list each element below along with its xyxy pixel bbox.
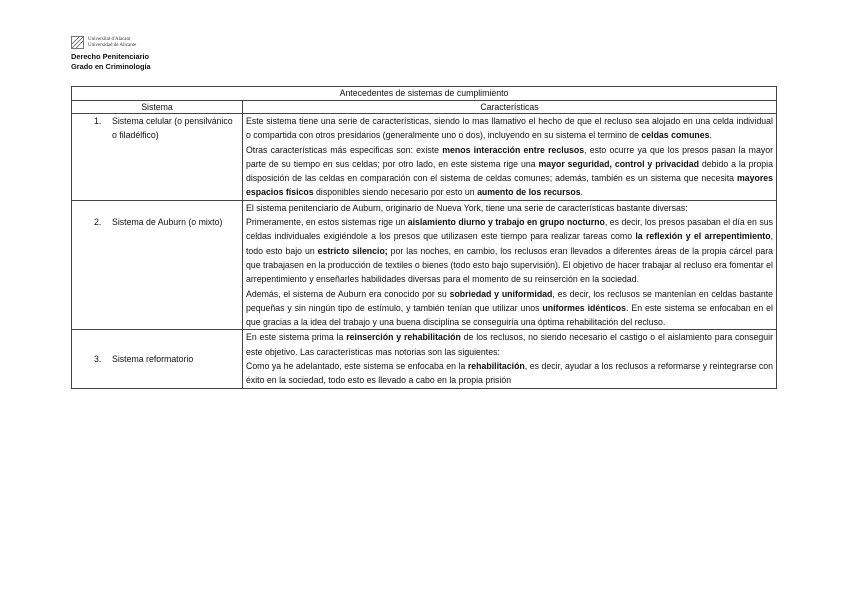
system-name: Sistema reformatorio: [112, 353, 194, 364]
system-cell: [72, 330, 243, 388]
table-title: Antecedentes de sistemas de cumplimiento: [72, 87, 777, 101]
text-run: , todo esto bajo un: [246, 231, 774, 256]
paragraph: [246, 359, 773, 388]
bold-text: menos interacción entre reclusos: [442, 144, 585, 155]
system-number: 3.: [94, 353, 102, 364]
paragraph: [246, 143, 773, 200]
text-run: por las noches, en cambio, los reclusos eran llevados a diferentes áreas de la propia cárcel para que trabajasen en la producción de textiles o bienes (todo esto bajo supervisión). El objetivo de hacer trabajar al recluso era fomentar el arrepentimiento y enseñarles habilidades diversas para el momento de su reinserción en la sociedad.: [246, 245, 773, 285]
bold-text: rehabilitación: [467, 361, 525, 372]
university-crest-icon: [71, 36, 84, 49]
text-run: , es decir, los presos pasaban el día en sus celdas individuales exigiéndole a los presos que utilizasen este tiempo para realizar tareas como: [246, 217, 773, 242]
text-run: , esto ocurre ya que los presos pasan la mayor parte de su tiempo en sus celdas; por otro lado, en este sistema rige una: [246, 144, 773, 169]
text-run: Como ya he adelantado, este sistema se enfocaba en la: [246, 361, 468, 372]
text-run: Otras características más especificas son: existe: [246, 144, 443, 155]
course-title: Derecho Penitenciario: [71, 52, 150, 61]
bold-text: aumento de los recursos: [477, 187, 581, 198]
text-run: .: [580, 187, 584, 198]
paragraph: [246, 201, 773, 215]
paragraph: [246, 114, 773, 143]
bold-text: estricto silencio;: [317, 245, 388, 256]
bold-text: mayores espacios físicos: [246, 173, 773, 198]
document-header: [71, 36, 151, 72]
characteristics-cell: [243, 330, 777, 388]
text-run: Este sistema tiene una serie de características, siendo lo mas llamativo el hecho de que el recluso sea alojado en una celda individual o compartida con otros presidarios (generalmente uno o dos), incluyendo en su sistema el termino de: [246, 116, 773, 141]
table-row: [72, 200, 777, 330]
column-header-sistema: Sistema: [72, 100, 243, 114]
text-run: Además, el sistema de Auburn era conocido por su: [246, 288, 450, 299]
system-cell: [72, 114, 243, 201]
paragraph: [246, 215, 773, 286]
table-row: [72, 114, 777, 201]
text-run: , es decir, ayudar a los reclusos a reformarse y reintegrarse con éxito en la sociedad, todo esto es llevado a cabo en la propia prisión: [246, 361, 773, 386]
bold-text: mayor seguridad, control y privacidad: [538, 158, 699, 169]
university-logo: [71, 36, 151, 49]
degree-title: Grado en Criminología: [71, 62, 151, 71]
bold-text: reinserción y rehabilitación: [346, 332, 461, 343]
system-number: 2.: [94, 216, 102, 227]
system-cell: [72, 200, 243, 330]
university-name-line-2: Universidad de Alicante: [88, 42, 137, 48]
text-run: En este sistema prima la: [246, 332, 347, 343]
characteristics-cell: [243, 200, 777, 330]
column-header-caracteristicas: Características: [243, 100, 777, 114]
text-run: .: [709, 130, 712, 141]
system-name: Sistema celular (o pensilvánico o filadélfico): [112, 116, 233, 141]
text-run: El sistema penitenciario de Auburn, originario de Nueva York, tiene una serie de características bastante diversas:: [246, 202, 688, 213]
characteristics-cell: [243, 114, 777, 201]
table-row: [72, 330, 777, 388]
bold-text: aislamiento diurno y trabajo en grupo nocturno: [407, 217, 605, 228]
bold-text: celdas comunes: [641, 130, 710, 141]
paragraph: [246, 287, 773, 330]
text-run: , es decir, los reclusos se mantenían en celdas bastante pequeñas y sin ningún tipo de estímulo, y también tenían que utilizar unos: [246, 288, 773, 313]
system-number: 1.: [94, 116, 102, 126]
text-run: debido a la propia disposición de las celdas en comparación con el sistema de celdas comunes; además, también es un sistema que necesita: [246, 158, 773, 184]
systems-table: [71, 86, 777, 389]
text-run: Primeramente, en estos sistemas rige un: [246, 217, 408, 228]
bold-text: sobriedad y uniformidad: [449, 288, 553, 299]
text-run: . En este sistema se enfocaban en el que gracias a la idea del trabajo y una buena disciplina se conseguiría una óptima rehabilitación del recluso.: [246, 302, 773, 328]
university-name-line-1: Universitat d'Alacant: [88, 37, 131, 42]
bold-text: la reflexión y el arrepentimiento: [635, 231, 771, 242]
university-name: [88, 37, 136, 48]
bold-text: uniformes idénticos: [542, 302, 627, 313]
paragraph: [246, 330, 773, 359]
text-run: disponibles siendo necesario por esto un: [313, 187, 478, 198]
text-run: de los reclusos, no siendo necesario el castigo o el aislamiento para conseguir este objetivo. Las características mas notorias son las siguientes:: [246, 332, 773, 357]
system-name: Sistema de Auburn (o mixto): [112, 216, 223, 227]
